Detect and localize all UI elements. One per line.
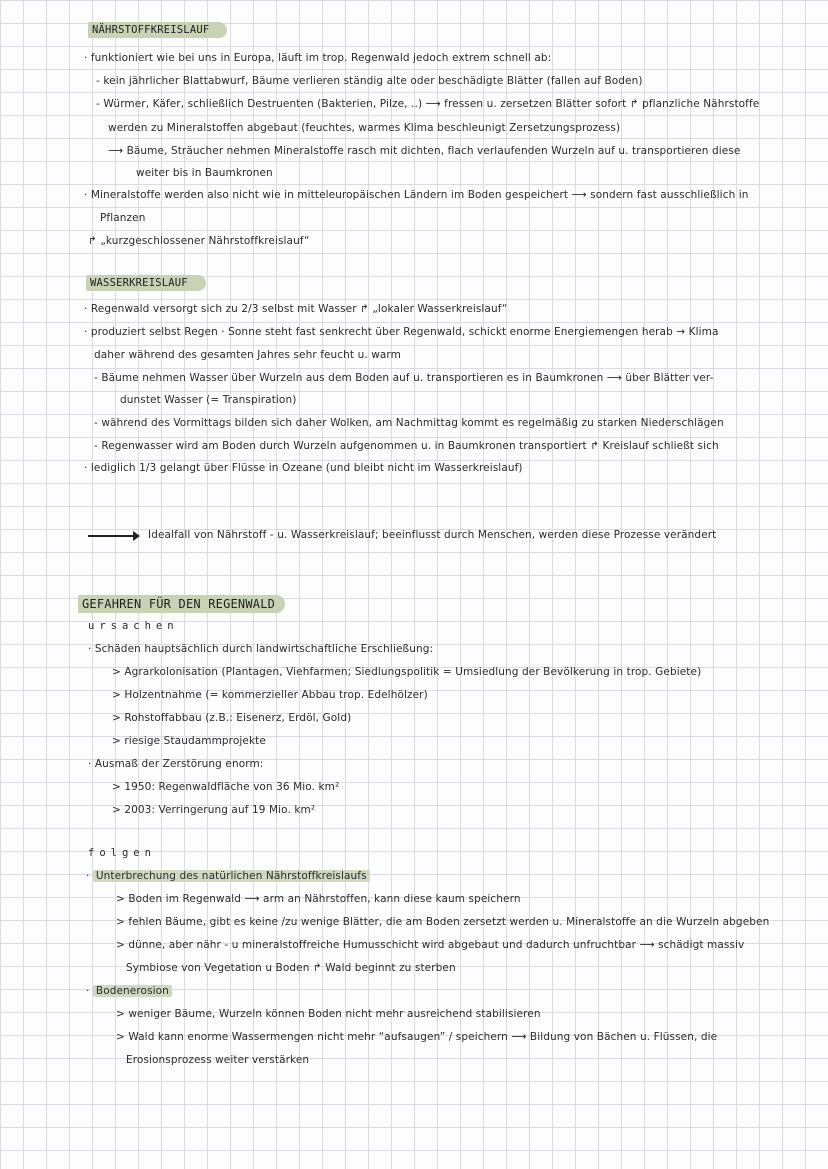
section-title-naehrstoffkreislauf: NÄHRSTOFFKREISLAUF xyxy=(88,22,227,38)
text-line: · lediglich 1/3 gelangt über Flüsse in Ozeane (und bleibt nicht im Wasserkreislauf) xyxy=(84,462,523,474)
text-line: - Bäume nehmen Wasser über Wurzeln aus dem Boden auf u. transportieren es in Baumkronen ⟶ über Blätter ver- xyxy=(94,372,714,384)
highlight-bodenerosion: Bodenerosion xyxy=(93,985,172,997)
text-line: dunstet Wasser (= Transpiration) xyxy=(120,394,297,406)
text-line: daher während des gesamten Jahres sehr feucht u. warm xyxy=(94,349,401,361)
folgen-heading-erosion: · Bodenerosion xyxy=(86,984,172,998)
subheading-folgen: folgen xyxy=(88,847,156,859)
text-line: · Regenwald versorgt sich zu 2/3 selbst mit Wasser ↱ „lokaler Wasserkreislauf“ xyxy=(84,303,508,315)
text-line: > Boden im Regenwald ⟶ arm an Nährstoffen, kann diese kaum speichern xyxy=(116,893,521,905)
text-line: > 2003: Verringerung auf 19 Mio. km² xyxy=(112,804,316,816)
text-line: weiter bis in Baumkronen xyxy=(136,167,273,179)
text-line: ⟶ Bäume, Sträucher nehmen Mineralstoffe rasch mit dichten, flach verlaufenden Wurzeln auf u. transportieren diese xyxy=(108,145,741,157)
text-line: · Mineralstoffe werden also nicht wie in mitteleuropäischen Ländern im Boden gespeichert ⟶ sondern fast ausschließlich in xyxy=(84,189,749,201)
subheading-ursachen: ursachen xyxy=(88,620,179,632)
highlight-unterbrechung: Unterbrechung des natürlichen Nährstoffkreislaufs xyxy=(93,870,370,882)
folgen-heading-nutrient: · Unterbrechung des natürlichen Nährstoffkreislaufs xyxy=(86,869,370,883)
text-line: - kein jährlicher Blattabwurf, Bäume verlieren ständig alte oder beschädigte Blätter (fallen auf Boden) xyxy=(96,75,643,87)
section-title-gefahren: GEFAHREN FÜR DEN REGENWALD xyxy=(78,595,285,613)
text-line: · Ausmaß der Zerstörung enorm: xyxy=(88,758,264,770)
text-line: Symbiose von Vegetation u Boden ↱ Wald beginnt zu sterben xyxy=(126,962,456,974)
text-line: > weniger Bäume, Wurzeln können Boden nicht mehr ausreichend stabilisieren xyxy=(116,1008,541,1020)
text-line: - Regenwasser wird am Boden durch Wurzeln aufgenommen u. in Baumkronen transportiert ↱ Kreislauf schließt sich xyxy=(94,440,719,452)
text-line: ↱ „kurzgeschlossener Nährstoffkreislauf“ xyxy=(88,235,310,247)
text-line: > Rohstoffabbau (z.B.: Eisenerz, Erdöl, Gold) xyxy=(112,712,352,724)
text-line: Erosionsprozess weiter verstärken xyxy=(126,1054,310,1066)
text-line: · funktioniert wie bei uns in Europa, läuft im trop. Regenwald jedoch extrem schnell ab: xyxy=(84,52,552,64)
text-line: Pflanzen xyxy=(100,212,146,224)
text-line: · Schäden hauptsächlich durch landwirtschaftliche Erschließung: xyxy=(88,643,434,655)
text-line: werden zu Mineralstoffen abgebaut (feuchtes, warmes Klima beschleunigt Zersetzungsprozess) xyxy=(108,122,621,134)
section-title-wasserkreislauf: WASSERKREISLAUF xyxy=(86,275,206,291)
text-line: - Würmer, Käfer, schließlich Destruenten (Bakterien, Pilze, ..) ⟶ fressen u. zersetzen Blätter sofort ↱ pflanzliche Nährstoffe xyxy=(96,98,760,110)
text-line: - während des Vormittags bilden sich daher Wolken, am Nachmittag kommt es regelmäßig zu starken Niederschlägen xyxy=(94,417,724,429)
summary-line: Idealfall von Nährstoff - u. Wasserkreislauf; beeinflusst durch Menschen, werden diese Prozesse verändert xyxy=(148,529,717,541)
text-line: > Wald kann enorme Wassermengen nicht mehr “aufsaugen” / speichern ⟶ Bildung von Bächen u. Flüssen, die xyxy=(116,1031,718,1043)
text-line: · produziert selbst Regen · Sonne steht fast senkrecht über Regenwald, schickt enorme Energiemengen herab → Klima xyxy=(84,326,719,338)
arrow-right-icon xyxy=(88,535,138,537)
text-line: > fehlen Bäume, gibt es keine /zu wenige Blätter, die am Boden zersetzt werden u. Mineralstoffe an die Wurzeln abgeben xyxy=(116,916,770,928)
text-line: > 1950: Regenwaldfläche von 36 Mio. km² xyxy=(112,781,340,793)
text-line: > Agrarkolonisation (Plantagen, Viehfarmen; Siedlungspolitik = Umsiedlung der Bevölkerung in trop. Gebiete) xyxy=(112,666,702,678)
text-line: > dünne, aber nähr - u mineralstoffreiche Humusschicht wird abgebaut und dadurch unfruchtbar ⟶ schädigt massiv xyxy=(116,939,745,951)
text-line: > riesige Staudammprojekte xyxy=(112,735,266,747)
text-line: > Holzentnahme (= kommerzieller Abbau trop. Edelhölzer) xyxy=(112,689,428,701)
